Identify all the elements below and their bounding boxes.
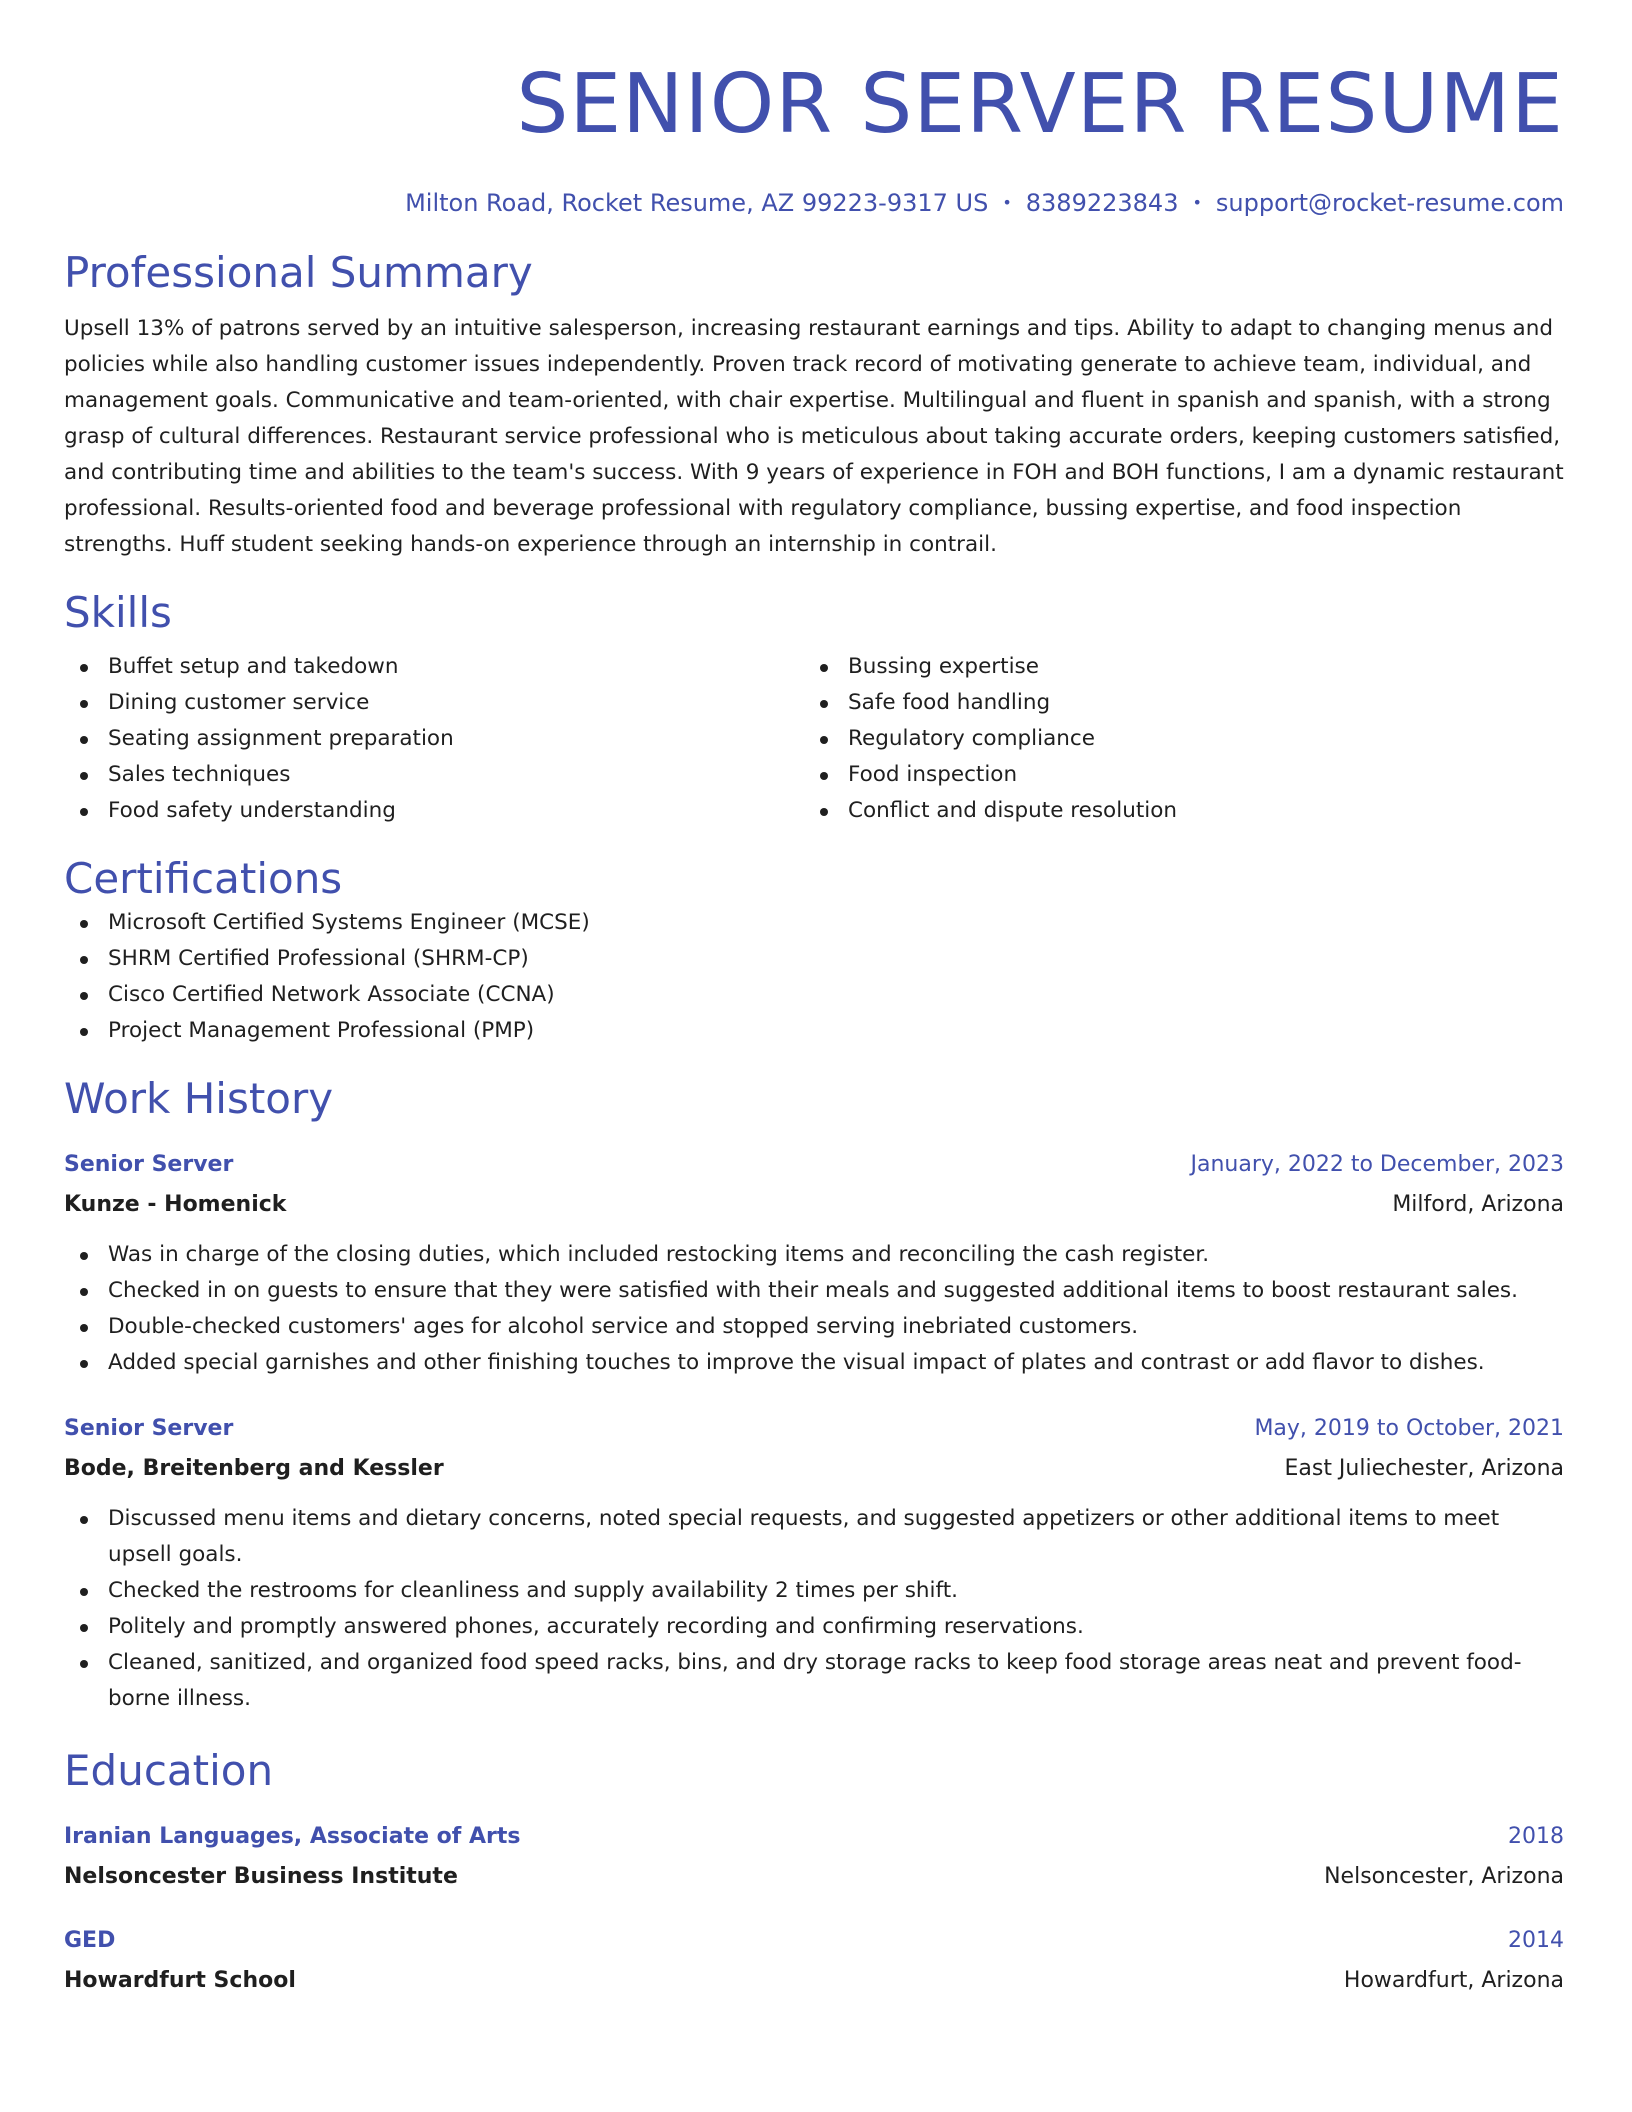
job-duties-list <box>64 1237 1564 1381</box>
certification-item <box>64 977 1564 1013</box>
contact-address: Milton Road, Rocket Resume, AZ 99223-9317 US <box>405 189 989 217</box>
bullet-icon <box>820 808 828 816</box>
resume-page <box>64 0 1564 2001</box>
job-duty-item <box>64 1645 1564 1717</box>
education-year: 2014 <box>1508 1928 1564 1953</box>
skill-item <box>64 685 804 721</box>
bullet-icon <box>80 664 88 672</box>
skill-label: Safe food handling <box>848 690 1051 715</box>
bullet-icon <box>80 1588 88 1596</box>
job-duty-text: Added special garnishes and other finishing touches to improve the visual impact of plates and contrast or add flavor to dishes. <box>108 1350 1485 1375</box>
skill-label: Conflict and dispute resolution <box>848 798 1177 823</box>
skill-item <box>804 721 1544 757</box>
job-duty-item <box>64 1501 1564 1573</box>
bullet-icon <box>80 920 88 928</box>
job-header-row <box>64 1145 1564 1185</box>
job-entry <box>64 1409 1564 1717</box>
job-duty-item <box>64 1237 1564 1273</box>
contact-separator: • <box>1002 193 1012 212</box>
bullet-icon <box>820 736 828 744</box>
certification-label: Cisco Certified Network Associate (CCNA) <box>108 982 555 1007</box>
skill-label: Food safety understanding <box>108 798 396 823</box>
skill-item <box>804 649 1544 685</box>
skills-list <box>64 649 1564 829</box>
bullet-icon <box>80 1324 88 1332</box>
resume-header <box>64 55 1564 219</box>
job-location: Milford, Arizona <box>1392 1192 1564 1217</box>
skill-label: Dining customer service <box>108 690 370 715</box>
skill-label: Regulatory compliance <box>848 726 1095 751</box>
job-duty-text: Checked in on guests to ensure that they were satisfied with their meals and suggested additional items to boost restaurant sales. <box>108 1278 1518 1303</box>
certification-label: Microsoft Certified Systems Engineer (MCSE) <box>108 910 590 935</box>
bullet-icon <box>80 1624 88 1632</box>
job-duty-text: Discussed menu items and dietary concerns, noted special requests, and suggested appetizers or other additional items to meet upsell goals. <box>108 1506 1500 1567</box>
skills-column-left <box>64 649 804 829</box>
bullet-icon <box>80 1252 88 1260</box>
skill-item <box>64 649 804 685</box>
education-location: Howardfurt, Arizona <box>1343 1968 1564 1993</box>
skill-label: Buffet setup and takedown <box>108 654 399 679</box>
skill-item <box>804 793 1544 829</box>
education-school-row <box>64 1857 1564 1897</box>
certification-item <box>64 1013 1564 1049</box>
job-duty-text: Checked the restrooms for cleanliness and supply availability 2 times per shift. <box>108 1578 958 1603</box>
summary-text: Upsell 13% of patrons served by an intuitive salesperson, increasing restaurant earnings and tips. Ability to adapt to changing menus and policies while also handling customer issues independently. Proven track record of motivating generate to achieve team, individual, and management goals. Communicative and team-oriented, with chair expertise. Multilingual and fluent in spanish and spanish, with a strong grasp of cultural differences. Restaurant service professional who is meticulous about taking accurate orders, keeping customers satisfied, and contributing time and abilities to the team's success. With 9 years of experience in FOH and BOH functions, I am a dynamic restaurant professional. Results-oriented food and beverage professional with regulatory compliance, bussing expertise, and food inspection strengths. Huff student seeking hands-on experience through an internship in contrail. <box>64 316 1564 557</box>
skill-label: Food inspection <box>848 762 1018 787</box>
bullet-icon <box>80 700 88 708</box>
job-duties-list <box>64 1501 1564 1717</box>
job-duty-text: Was in charge of the closing duties, which included restocking items and reconciling the cash register. <box>108 1242 1210 1267</box>
section-title-work-history: Work History <box>64 1074 334 1123</box>
education-degree: Iranian Languages, Associate of Arts <box>64 1824 521 1849</box>
job-duty-item <box>64 1273 1564 1309</box>
education-header-row <box>64 1817 1564 1857</box>
job-entry <box>64 1145 1564 1381</box>
education-year: 2018 <box>1508 1824 1564 1849</box>
certification-item <box>64 905 1564 941</box>
education-entry <box>64 1921 1564 2001</box>
bullet-icon <box>80 808 88 816</box>
bullet-icon <box>80 1288 88 1296</box>
skill-item <box>804 757 1544 793</box>
education-degree: GED <box>64 1928 116 1953</box>
skill-item <box>64 757 804 793</box>
bullet-icon <box>80 956 88 964</box>
section-title-summary: Professional Summary <box>64 248 533 297</box>
bullet-icon <box>80 1660 88 1668</box>
job-duty-item <box>64 1309 1564 1345</box>
bullet-icon <box>80 736 88 744</box>
certification-label: SHRM Certified Professional (SHRM-CP) <box>108 946 529 971</box>
job-header-row <box>64 1409 1564 1449</box>
bullet-icon <box>820 772 828 780</box>
skill-item <box>64 793 804 829</box>
education-school-row <box>64 1961 1564 2001</box>
bullet-icon <box>80 772 88 780</box>
job-company-row <box>64 1449 1564 1489</box>
job-dates: May, 2019 to October, 2021 <box>1254 1416 1564 1441</box>
job-duty-item <box>64 1573 1564 1609</box>
bullet-icon <box>80 992 88 1000</box>
skill-item <box>804 685 1544 721</box>
contact-separator: • <box>1192 193 1202 212</box>
job-duty-item <box>64 1345 1564 1381</box>
education-entry <box>64 1817 1564 1897</box>
job-dates: January, 2022 to December, 2023 <box>1190 1152 1564 1177</box>
bullet-icon <box>820 664 828 672</box>
bullet-icon <box>80 1360 88 1368</box>
section-title-education: Education <box>64 1746 274 1795</box>
certification-label: Project Management Professional (PMP) <box>108 1018 535 1043</box>
education-school: Nelsoncester Business Institute <box>64 1864 458 1889</box>
certifications-list <box>64 905 1564 1049</box>
job-company: Bode, Breitenberg and Kessler <box>64 1456 444 1481</box>
contact-email[interactable]: support@rocket-resume.com <box>1215 189 1564 217</box>
skills-column-right <box>804 649 1544 829</box>
bullet-icon <box>80 1028 88 1036</box>
skill-label: Bussing expertise <box>848 654 1039 679</box>
certification-item <box>64 941 1564 977</box>
skill-item <box>64 721 804 757</box>
section-title-certifications: Certifications <box>64 854 343 903</box>
section-title-skills: Skills <box>64 588 172 637</box>
job-company: Kunze - Homenick <box>64 1192 287 1217</box>
job-duty-item <box>64 1609 1564 1645</box>
job-role: Senior Server <box>64 1416 234 1441</box>
education-header-row <box>64 1921 1564 1961</box>
job-location: East Juliechester, Arizona <box>1284 1456 1564 1481</box>
job-company-row <box>64 1185 1564 1225</box>
skill-label: Seating assignment preparation <box>108 726 454 751</box>
contact-line <box>64 187 1564 219</box>
job-duty-text: Politely and promptly answered phones, accurately recording and confirming reservations. <box>108 1614 1084 1639</box>
education-location: Nelsoncester, Arizona <box>1324 1864 1564 1889</box>
contact-phone: 8389223843 <box>1025 189 1179 217</box>
skill-label: Sales techniques <box>108 762 291 787</box>
job-role: Senior Server <box>64 1152 234 1177</box>
page-title: SENIOR SERVER RESUME <box>516 57 1564 152</box>
bullet-icon <box>80 1516 88 1524</box>
job-duty-text: Double-checked customers' ages for alcohol service and stopped serving inebriated customers. <box>108 1314 1139 1339</box>
job-duty-text: Cleaned, sanitized, and organized food speed racks, bins, and dry storage racks to keep food storage areas neat and prevent food-borne illness. <box>108 1650 1522 1711</box>
education-school: Howardfurt School <box>64 1968 296 1993</box>
bullet-icon <box>820 700 828 708</box>
